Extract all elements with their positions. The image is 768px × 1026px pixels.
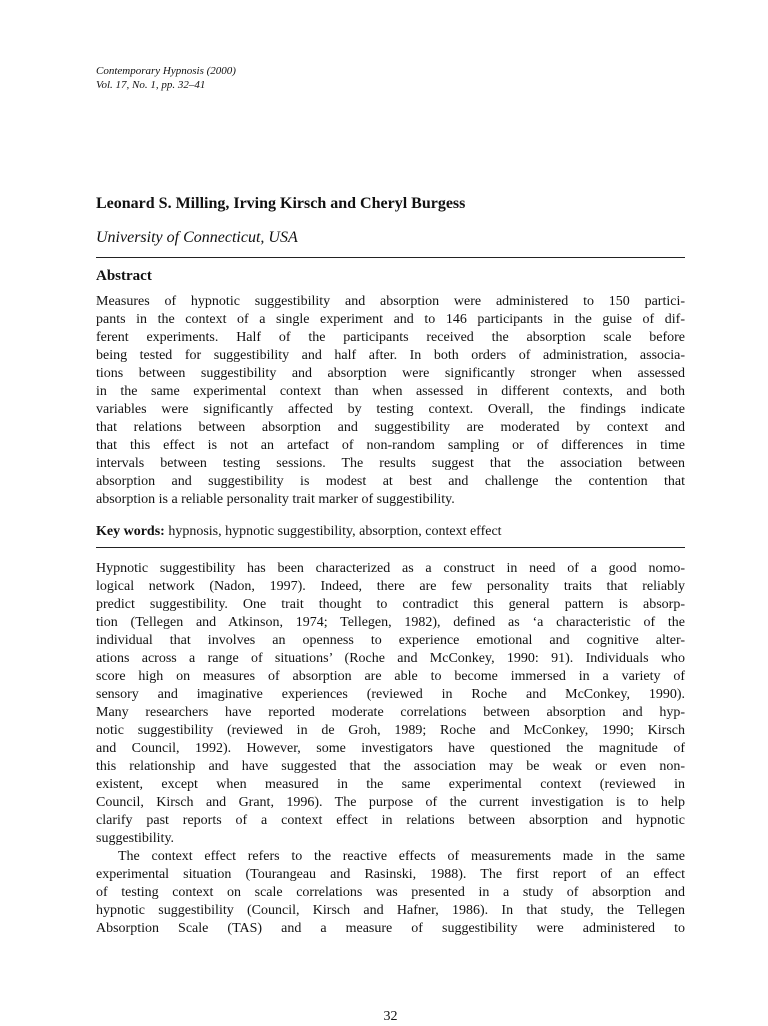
- body-line: The context effect refers to the reactive effects of measurements made in the same: [118, 849, 685, 864]
- abstract-heading: Abstract: [96, 268, 152, 284]
- abstract-line: that this effect is not an artefact of non-random sampling or of differences in time: [96, 438, 685, 453]
- authors: Leonard S. Milling, Irving Kirsch and Cheryl Burgess: [96, 195, 466, 212]
- body-line: sensory and imaginative experiences (reviewed in Roche and McConkey, 1990).: [96, 687, 685, 702]
- abstract-line: variables were significantly affected by testing context. Overall, the findings indicate: [96, 402, 685, 417]
- abstract-line: intervals between testing sessions. The results suggest that the association between: [96, 456, 685, 471]
- journal-title: Contemporary Hypnosis (2000): [96, 65, 236, 77]
- body-line: tion (Tellegen and Atkinson, 1974; Tellegen, 1982), defined as ‘a characteristic of the: [96, 615, 685, 630]
- abstract-line: absorption is a reliable personality trait marker of suggestibility.: [96, 492, 455, 507]
- bottom-divider: [96, 547, 685, 548]
- keywords-label: Key words:: [96, 524, 165, 539]
- abstract-line: ferent experiments. Half of the participants received the absorption scale before: [96, 330, 685, 345]
- abstract-line: Measures of hypnotic suggestibility and absorption were administered to 150 partici-: [96, 294, 685, 309]
- body-line: Many researchers have reported moderate correlations between absorption and hyp-: [96, 705, 685, 720]
- paper-page: [96, 64, 685, 1024]
- body-line: Hypnotic suggestibility has been characterized as a construct in need of a good nomo-: [96, 561, 685, 576]
- abstract-line: pants in the context of a single experiment and to 146 participants in the guise of dif-: [96, 312, 685, 327]
- body-line: ations across a range of situations’ (Roche and McConkey, 1990: 91). Individuals who: [96, 651, 685, 666]
- abstract-line: absorption and suggestibility is modest at best and challenge the contention that: [96, 474, 685, 489]
- abstract-line: tions between suggestibility and absorption were significantly stronger when assessed: [96, 366, 685, 381]
- abstract-line: being tested for suggestibility and half after. In both orders of administration, associa-: [96, 348, 685, 363]
- body-line: individual that involves an openness to experience emotional and cognitive alter-: [96, 633, 685, 648]
- abstract-line: in the same experimental context than when assessed in different contexts, and both: [96, 384, 685, 399]
- body-line: this relationship and have suggested that the association may be weak or even non-: [96, 759, 685, 774]
- body-line: hypnotic suggestibility (Council, Kirsch and Hafner, 1986). In that study, the Tellegen: [96, 903, 685, 918]
- body-paragraph-1: [96, 560, 685, 848]
- body-line: predict suggestibility. One trait thought to contradict this general pattern is absorp-: [96, 597, 685, 612]
- page-number: 32: [383, 1009, 398, 1024]
- journal-volume: Vol. 17, No. 1, pp. 32–41: [96, 79, 206, 91]
- body-line: experimental situation (Tourangeau and Rasinski, 1988). The first report of an effect: [96, 867, 685, 882]
- body-line: of testing context on scale correlations was presented in a study of absorption and: [96, 885, 685, 900]
- keywords-text: hypnosis, hypnotic suggestibility, absorption, context effect: [168, 524, 502, 539]
- body-line: suggestibility.: [96, 831, 175, 846]
- body-paragraph-2: [96, 848, 685, 938]
- body-line: notic suggestibility (reviewed in de Groh, 1989; Roche and McConkey, 1990; Kirsch: [96, 723, 685, 738]
- abstract-body: [96, 293, 685, 509]
- body-line: and Council, 1992). However, some investigators have questioned the magnitude of: [96, 741, 685, 756]
- top-divider: [96, 257, 685, 258]
- keywords: [96, 523, 502, 541]
- body-line: clarify past reports of a context effect in relations between absorption and hypnotic: [96, 813, 685, 828]
- body-line: score high on measures of absorption are able to become immersed in a variety of: [96, 669, 685, 684]
- affiliation: University of Connecticut, USA: [96, 229, 298, 246]
- body-line: logical network (Nadon, 1997). Indeed, there are few personality traits that reliably: [96, 579, 685, 594]
- body-line: Council, Kirsch and Grant, 1996). The purpose of the current investigation is to help: [96, 795, 685, 810]
- body-line: existent, except when measured in the same experimental context (reviewed in: [96, 777, 685, 792]
- abstract-line: that relations between absorption and suggestibility are moderated by context and: [96, 420, 685, 435]
- body-line: Absorption Scale (TAS) and a measure of suggestibility were administered to: [96, 921, 685, 936]
